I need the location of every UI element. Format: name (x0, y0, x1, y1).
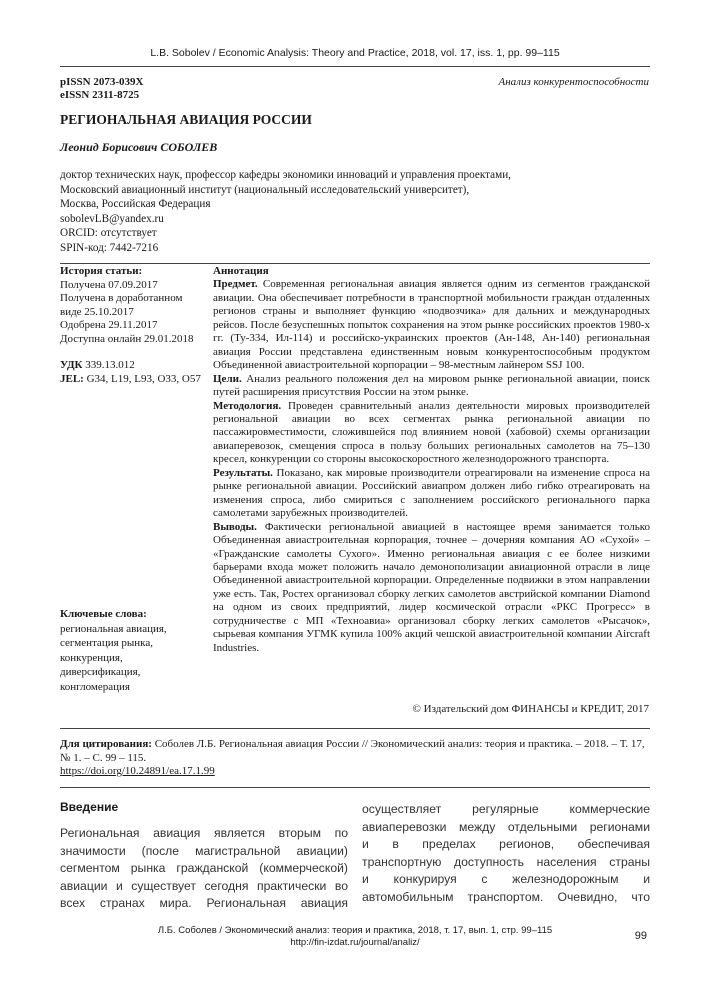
citation-divider (60, 728, 650, 729)
keywords-label: Ключевые слова: (60, 608, 147, 620)
body-column-left (60, 825, 348, 913)
abstract (213, 265, 650, 655)
body-text-line: транспортную доступность населения страны (362, 854, 650, 869)
page-number: 99 (634, 930, 647, 942)
author-email[interactable]: sobolevLB@yandex.ru (60, 212, 164, 225)
print-issn: pISSN 2073-039X (60, 76, 144, 88)
doi-link[interactable]: https://doi.org/10.24891/ea.17.1.99 (60, 765, 215, 777)
body-divider (60, 787, 650, 788)
author-affiliation (60, 168, 650, 255)
abstract-section-label: Методология. (213, 399, 282, 412)
abstract-section-label: Выводы. (213, 520, 257, 533)
issn-block (60, 76, 143, 102)
history-label: История статьи: (60, 265, 143, 277)
keywords-block (60, 607, 205, 694)
abstract-section-text: Показано, как мировые производители отреагировали на изменение спроса на рынке региональной авиации. Российский авиапром должен либо гибко отреагировать на изменения спроса, либо смириться с заполнением российского регионального парка самолетами зарубежных производителей. (213, 466, 650, 520)
author-name: Леонид Борисович СОБОЛЕВ (60, 140, 218, 154)
abstract-section-label: Предмет. (213, 278, 258, 291)
abstract-goals (213, 373, 650, 400)
keyword-item: конкуренция, (60, 651, 123, 664)
history-accepted: Одобрена 29.11.2017 (60, 319, 158, 331)
author-orcid: ORCID: отсутствует (60, 227, 157, 239)
author-spin: SPIN-код: 7442-7216 (60, 241, 159, 254)
copyright: © Издательский дом ФИНАНСЫ и КРЕДИТ, 2017 (412, 703, 649, 715)
abstract-subject (213, 278, 650, 372)
abstract-section-text: Фактически региональной авиацией в настоящее время занимается только Объединенная авиастроительная корпорация, точнее – дочерняя компания АО «Сухой» – «Гражданские самолеты Сухого». Именно региональная авиация с ее более низкими барьерами входа может положить начало демонополизации авиационной отрасли в лице Объединенной авиастроительной корпорации. Определенные подвижки в этом направлении уже есть. Так, Ростех организовал сборку легких самолетов австрийской компании Diamond на одном из своих предприятий, лидер космической отрасли «РКС Прогресс» в сотрудничестве с МП «Техноавиа» организовал сборку легких самолетов «Рысачок», сырьевая компания УГМК купила 100% акций чешской авиастроительной компании Aircraft Industries. (213, 520, 650, 654)
body-text-line: авиации и существует сегодня практически во (60, 878, 348, 893)
affiliation-degree: доктор технических наук, профессор кафедры экономики инноваций и управления проектами, (60, 169, 511, 181)
body-text-line: автомобильным транспортом. Очевидно, что (362, 889, 650, 904)
section-heading-introduction: Введение (60, 800, 119, 814)
section-label: Анализ конкурентоспособности (498, 76, 649, 88)
udk-label: УДК (60, 359, 83, 371)
citation-text: Соболев Л.Б. Региональная авиация России // Экономический анализ: теория и практика. – 2018. – Т. 17, № 1. – С. 99 – 115. (60, 738, 645, 764)
body-text-line: всех странах мира. Региональная авиация (60, 896, 348, 910)
jel-value: G34, L19, L93, O33, O57 (86, 372, 201, 385)
udk-line (60, 359, 205, 373)
abstract-results (213, 467, 650, 521)
metadata-divider (60, 263, 650, 264)
abstract-methodology (213, 400, 650, 467)
keyword-item: диверсификация, (60, 666, 141, 678)
history-revised: Получена в доработанном виде 25.10.2017 (60, 292, 183, 318)
udk-value: 339.13.012 (85, 359, 135, 371)
abstract-section-text: Анализ реального положения дел на мировом рынке региональной авиации, поиск путей расширения присутствия России на этом рынке. (213, 372, 650, 399)
page-footer (100, 925, 610, 948)
history-online: Доступна онлайн 29.01.2018 (60, 332, 194, 345)
article-history (60, 265, 205, 346)
abstract-section-text: Современная региональная авиация является одним из сегментов гражданской авиации. Она обеспечивает потребности в транспортной мобильности граждан отдаленных регионов страны и выполняет функцию «подвозчика» для дальних и международных рейсов. После безуспешных попыток сохранения на этом рынке российских проектов 1980-х гг. (Ту-334, Ил-114) и российско-украинских проектов (Ан-148, Ан-140) региональная авиация России представлена единственным новым конкурентоспособным продуктом Объединенной авиастроительной корпорации – 98-местным лайнером SSJ 100. (213, 278, 650, 372)
body-text-line: и конкурируя с железнодорожным и (362, 872, 650, 886)
article-title: РЕГИОНАЛЬНАЯ АВИАЦИЯ РОССИИ (60, 112, 312, 127)
abstract-section-label: Цели. (213, 372, 242, 385)
body-text-line: и в пределах регионов, обеспечивая (362, 837, 650, 851)
abstract-conclusions (213, 521, 650, 656)
body-text-line: значимости (после магистральной авиации) (60, 843, 348, 858)
footer-citation: Л.Б. Соболев / Экономический анализ: теория и практика, 2018, т. 17, вып. 1, стр. 99–115 (157, 925, 553, 936)
footer-url[interactable]: http://fin-izdat.ru/journal/analiz/ (290, 936, 420, 948)
jel-label: JEL: (60, 372, 84, 385)
keyword-item: сегментация рынка, (60, 637, 153, 649)
abstract-label: Аннотация (213, 265, 269, 277)
affiliation-city: Москва, Российская Федерация (60, 198, 211, 210)
body-column-right (362, 801, 650, 906)
electronic-issn: eISSN 2311-8725 (60, 89, 140, 101)
jel-line (60, 373, 205, 387)
article-metadata (60, 265, 205, 386)
header-divider (60, 66, 650, 67)
abstract-section-label: Результаты. (213, 466, 273, 479)
running-header: L.B. Sobolev / Economic Analysis: Theory and Practice, 2018, vol. 17, iss. 1, pp. 99–115 (150, 47, 560, 59)
body-text-line: осуществляет регулярные коммерческие (362, 802, 650, 816)
keyword-item: региональная авиация, (60, 622, 167, 635)
citation-block (60, 738, 650, 779)
affiliation-institute: Московский авиационный институт (национальный исследовательский университет), (60, 183, 470, 196)
history-received: Получена 07.09.2017 (60, 278, 158, 291)
abstract-section-text: Проведен сравнительный анализ деятельности мировых производителей региональной авиации во всех сегментах рынка региональной авиации по пассажировместимости, сложившейся под влиянием новой (хабовой) схемы организации авиаперевозок, смещения спроса в пользу больших региональных самолетов на 75–130 кресел, конкуренции со стороны высокоскоростного железнодорожного транспорта. (213, 399, 651, 466)
body-text-line: сегментом рынка гражданской (коммерческой) (60, 861, 348, 875)
body-text-line: авиаперевозки между отдельными регионами (362, 819, 650, 834)
citation-label: Для цитирования: (60, 738, 152, 750)
keyword-item: конгломерация (60, 680, 130, 693)
body-text-line: Региональная авиация является вторым по (60, 826, 348, 840)
